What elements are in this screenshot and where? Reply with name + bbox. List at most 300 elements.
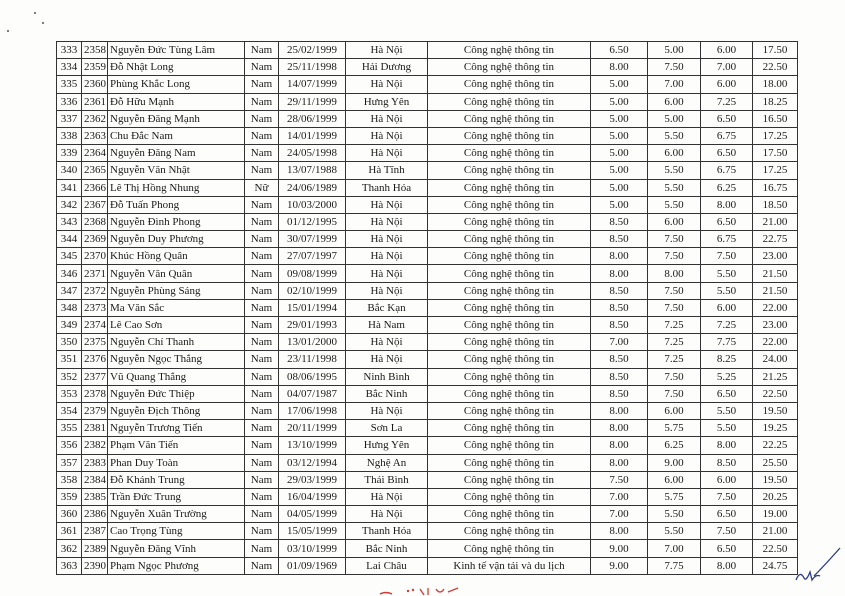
birthplace-cell: Hà Nội	[346, 127, 428, 144]
table-row	[57, 420, 798, 437]
birthplace-cell: Bắc Ninh	[346, 540, 428, 557]
total-score-cell: 21.50	[753, 282, 798, 299]
date-of-birth-cell: 13/10/1999	[279, 437, 346, 454]
major-cell: Công nghệ thông tin	[428, 265, 591, 282]
gender-cell: Nam	[245, 213, 279, 230]
score-1-cell: 5.00	[591, 127, 648, 144]
candidate-name-cell: Đỗ Nhật Long	[108, 59, 245, 76]
gender-cell: Nam	[245, 334, 279, 351]
major-cell: Công nghệ thông tin	[428, 437, 591, 454]
birthplace-cell: Bắc Kạn	[346, 299, 428, 316]
candidate-id-cell: 2384	[82, 471, 108, 488]
candidate-id-cell: 2385	[82, 488, 108, 505]
table-row	[57, 334, 798, 351]
score-2-cell: 7.25	[648, 351, 701, 368]
birthplace-cell: Hà Nam	[346, 317, 428, 334]
major-cell: Công nghệ thông tin	[428, 385, 591, 402]
score-1-cell: 5.00	[591, 162, 648, 179]
candidate-name-cell: Đỗ Khánh Trung	[108, 471, 245, 488]
score-2-cell: 7.50	[648, 385, 701, 402]
row-number-cell: 346	[57, 265, 82, 282]
score-1-cell: 7.00	[591, 488, 648, 505]
candidate-id-cell: 2383	[82, 454, 108, 471]
birthplace-cell: Hải Dương	[346, 59, 428, 76]
candidate-name-cell: Cao Trọng Tùng	[108, 523, 245, 540]
score-3-cell: 7.50	[701, 523, 753, 540]
birthplace-cell: Hưng Yên	[346, 93, 428, 110]
total-score-cell: 22.50	[753, 540, 798, 557]
row-number-cell: 362	[57, 540, 82, 557]
birthplace-cell: Sơn La	[346, 420, 428, 437]
candidate-id-cell: 2363	[82, 127, 108, 144]
major-cell: Kinh tế vận tải và du lịch	[428, 557, 591, 574]
candidate-name-cell: Nguyễn Duy Phương	[108, 231, 245, 248]
candidate-name-cell: Lê Cao Sơn	[108, 317, 245, 334]
score-2-cell: 5.50	[648, 506, 701, 523]
total-score-cell: 24.75	[753, 557, 798, 574]
gender-cell: Nam	[245, 59, 279, 76]
score-2-cell: 5.75	[648, 420, 701, 437]
birthplace-cell: Thái Bình	[346, 471, 428, 488]
total-score-cell: 25.50	[753, 454, 798, 471]
total-score-cell: 19.25	[753, 420, 798, 437]
major-cell: Công nghệ thông tin	[428, 59, 591, 76]
major-cell: Công nghệ thông tin	[428, 506, 591, 523]
candidate-id-cell: 2362	[82, 110, 108, 127]
score-3-cell: 8.00	[701, 437, 753, 454]
gender-cell: Nam	[245, 540, 279, 557]
date-of-birth-cell: 29/01/1993	[279, 317, 346, 334]
gender-cell: Nam	[245, 351, 279, 368]
birthplace-cell: Hà Nội	[346, 402, 428, 419]
birthplace-cell: Hưng Yên	[346, 437, 428, 454]
total-score-cell: 17.50	[753, 145, 798, 162]
major-cell: Công nghệ thông tin	[428, 42, 591, 59]
total-score-cell: 16.50	[753, 110, 798, 127]
row-number-cell: 351	[57, 351, 82, 368]
gender-cell: Nam	[245, 127, 279, 144]
row-number-cell: 338	[57, 127, 82, 144]
score-3-cell: 6.75	[701, 162, 753, 179]
date-of-birth-cell: 30/07/1999	[279, 231, 346, 248]
score-2-cell: 5.00	[648, 42, 701, 59]
score-2-cell: 7.50	[648, 59, 701, 76]
score-1-cell: 8.50	[591, 213, 648, 230]
date-of-birth-cell: 13/01/2000	[279, 334, 346, 351]
candidate-id-cell: 2368	[82, 213, 108, 230]
birthplace-cell: Thanh Hóa	[346, 179, 428, 196]
score-1-cell: 8.00	[591, 523, 648, 540]
date-of-birth-cell: 24/05/1998	[279, 145, 346, 162]
score-3-cell: 6.75	[701, 231, 753, 248]
score-1-cell: 7.00	[591, 506, 648, 523]
table-row	[57, 42, 798, 59]
birthplace-cell: Hà Nội	[346, 488, 428, 505]
table-row	[57, 76, 798, 93]
major-cell: Công nghệ thông tin	[428, 145, 591, 162]
major-cell: Công nghệ thông tin	[428, 110, 591, 127]
major-cell: Công nghệ thông tin	[428, 299, 591, 316]
candidate-id-cell: 2365	[82, 162, 108, 179]
score-3-cell: 7.00	[701, 59, 753, 76]
score-2-cell: 5.50	[648, 196, 701, 213]
date-of-birth-cell: 02/10/1999	[279, 282, 346, 299]
table-row	[57, 59, 798, 76]
score-3-cell: 6.50	[701, 540, 753, 557]
score-2-cell: 7.50	[648, 368, 701, 385]
row-number-cell: 333	[57, 42, 82, 59]
total-score-cell: 19.50	[753, 402, 798, 419]
candidate-id-cell: 2374	[82, 317, 108, 334]
birthplace-cell: Hà Nội	[346, 213, 428, 230]
score-2-cell: 6.00	[648, 145, 701, 162]
major-cell: Công nghệ thông tin	[428, 540, 591, 557]
major-cell: Công nghệ thông tin	[428, 213, 591, 230]
date-of-birth-cell: 25/11/1998	[279, 59, 346, 76]
total-score-cell: 18.00	[753, 76, 798, 93]
birthplace-cell: Hà Nội	[346, 351, 428, 368]
table-row	[57, 93, 798, 110]
major-cell: Công nghệ thông tin	[428, 196, 591, 213]
date-of-birth-cell: 10/03/2000	[279, 196, 346, 213]
birthplace-cell: Bắc Ninh	[346, 385, 428, 402]
score-1-cell: 8.00	[591, 454, 648, 471]
date-of-birth-cell: 14/07/1999	[279, 76, 346, 93]
table-row	[57, 317, 798, 334]
candidate-name-cell: Nguyễn Địch Thông	[108, 402, 245, 419]
total-score-cell: 17.25	[753, 127, 798, 144]
date-of-birth-cell: 23/11/1998	[279, 351, 346, 368]
signature-mark	[792, 546, 842, 586]
row-number-cell: 350	[57, 334, 82, 351]
candidate-name-cell: Phạm Ngọc Phương	[108, 557, 245, 574]
row-number-cell: 353	[57, 385, 82, 402]
candidate-name-cell: Nguyễn Phùng Sáng	[108, 282, 245, 299]
candidate-id-cell: 2366	[82, 179, 108, 196]
row-number-cell: 341	[57, 179, 82, 196]
candidate-id-cell: 2381	[82, 420, 108, 437]
score-1-cell: 5.00	[591, 196, 648, 213]
major-cell: Công nghệ thông tin	[428, 282, 591, 299]
row-number-cell: 363	[57, 557, 82, 574]
score-3-cell: 5.50	[701, 420, 753, 437]
birthplace-cell: Hà Nội	[346, 265, 428, 282]
score-1-cell: 8.00	[591, 437, 648, 454]
score-2-cell: 5.75	[648, 488, 701, 505]
candidate-id-cell: 2376	[82, 351, 108, 368]
table-row	[57, 265, 798, 282]
score-2-cell: 5.50	[648, 179, 701, 196]
row-number-cell: 337	[57, 110, 82, 127]
date-of-birth-cell: 20/11/1999	[279, 420, 346, 437]
row-number-cell: 356	[57, 437, 82, 454]
score-3-cell: 6.25	[701, 179, 753, 196]
score-2-cell: 7.25	[648, 334, 701, 351]
score-3-cell: 6.50	[701, 213, 753, 230]
table-row	[57, 557, 798, 574]
scan-specks	[4, 8, 44, 38]
table-row	[57, 213, 798, 230]
score-3-cell: 7.25	[701, 93, 753, 110]
score-3-cell: 5.50	[701, 265, 753, 282]
score-1-cell: 8.00	[591, 420, 648, 437]
score-1-cell: 8.00	[591, 265, 648, 282]
score-1-cell: 8.50	[591, 231, 648, 248]
row-number-cell: 349	[57, 317, 82, 334]
birthplace-cell: Thanh Hóa	[346, 523, 428, 540]
birthplace-cell: Hà Nội	[346, 334, 428, 351]
birthplace-cell: Hà Nội	[346, 42, 428, 59]
score-3-cell: 7.25	[701, 317, 753, 334]
score-2-cell: 7.50	[648, 248, 701, 265]
score-2-cell: 5.00	[648, 110, 701, 127]
score-3-cell: 6.50	[701, 385, 753, 402]
score-1-cell: 5.00	[591, 76, 648, 93]
score-2-cell: 6.00	[648, 93, 701, 110]
candidate-name-cell: Lê Thị Hồng Nhung	[108, 179, 245, 196]
candidate-name-cell: Khúc Hồng Quân	[108, 248, 245, 265]
score-1-cell: 8.50	[591, 317, 648, 334]
score-1-cell: 8.50	[591, 368, 648, 385]
row-number-cell: 339	[57, 145, 82, 162]
score-3-cell: 8.25	[701, 351, 753, 368]
date-of-birth-cell: 16/04/1999	[279, 488, 346, 505]
score-2-cell: 5.50	[648, 162, 701, 179]
row-number-cell: 340	[57, 162, 82, 179]
birthplace-cell: Lai Châu	[346, 557, 428, 574]
total-score-cell: 19.50	[753, 471, 798, 488]
gender-cell: Nam	[245, 420, 279, 437]
birthplace-cell: Hà Nội	[346, 110, 428, 127]
gender-cell: Nam	[245, 437, 279, 454]
row-number-cell: 360	[57, 506, 82, 523]
gender-cell: Nam	[245, 265, 279, 282]
birthplace-cell: Hà Nội	[346, 196, 428, 213]
total-score-cell: 21.00	[753, 523, 798, 540]
date-of-birth-cell: 15/05/1999	[279, 523, 346, 540]
row-number-cell: 347	[57, 282, 82, 299]
row-number-cell: 358	[57, 471, 82, 488]
total-score-cell: 23.00	[753, 317, 798, 334]
birthplace-cell: Hà Nội	[346, 76, 428, 93]
score-3-cell: 8.00	[701, 557, 753, 574]
table-row	[57, 437, 798, 454]
candidate-id-cell: 2358	[82, 42, 108, 59]
candidate-id-cell: 2372	[82, 282, 108, 299]
score-3-cell: 5.25	[701, 368, 753, 385]
score-1-cell: 5.00	[591, 145, 648, 162]
candidate-id-cell: 2373	[82, 299, 108, 316]
major-cell: Công nghệ thông tin	[428, 248, 591, 265]
table-row	[57, 506, 798, 523]
total-score-cell: 17.50	[753, 42, 798, 59]
candidate-id-cell: 2377	[82, 368, 108, 385]
major-cell: Công nghệ thông tin	[428, 317, 591, 334]
candidate-id-cell: 2361	[82, 93, 108, 110]
total-score-cell: 22.25	[753, 437, 798, 454]
gender-cell: Nam	[245, 282, 279, 299]
row-number-cell: 361	[57, 523, 82, 540]
date-of-birth-cell: 25/02/1999	[279, 42, 346, 59]
candidate-id-cell: 2389	[82, 540, 108, 557]
table-row	[57, 179, 798, 196]
table-row	[57, 488, 798, 505]
score-1-cell: 8.50	[591, 299, 648, 316]
major-cell: Công nghệ thông tin	[428, 351, 591, 368]
row-number-cell: 334	[57, 59, 82, 76]
gender-cell: Nam	[245, 76, 279, 93]
gender-cell: Nam	[245, 42, 279, 59]
score-2-cell: 7.00	[648, 540, 701, 557]
major-cell: Công nghệ thông tin	[428, 402, 591, 419]
table-row	[57, 385, 798, 402]
score-1-cell: 7.50	[591, 471, 648, 488]
table-row	[57, 196, 798, 213]
candidate-id-cell: 2364	[82, 145, 108, 162]
score-1-cell: 5.00	[591, 93, 648, 110]
row-number-cell: 355	[57, 420, 82, 437]
row-number-cell: 348	[57, 299, 82, 316]
candidate-name-cell: Đỗ Tuấn Phong	[108, 196, 245, 213]
major-cell: Công nghệ thông tin	[428, 471, 591, 488]
table-row	[57, 523, 798, 540]
table-row	[57, 162, 798, 179]
candidate-id-cell: 2375	[82, 334, 108, 351]
gender-cell: Nam	[245, 506, 279, 523]
major-cell: Công nghệ thông tin	[428, 231, 591, 248]
birthplace-cell: Hà Tĩnh	[346, 162, 428, 179]
candidate-name-cell: Nguyễn Trương Tiến	[108, 420, 245, 437]
score-1-cell: 8.50	[591, 351, 648, 368]
row-number-cell: 335	[57, 76, 82, 93]
table-row	[57, 402, 798, 419]
row-number-cell: 352	[57, 368, 82, 385]
table-row	[57, 351, 798, 368]
score-2-cell: 5.50	[648, 127, 701, 144]
table-row	[57, 299, 798, 316]
total-score-cell: 22.50	[753, 59, 798, 76]
total-score-cell: 19.00	[753, 506, 798, 523]
total-score-cell: 21.50	[753, 265, 798, 282]
total-score-cell: 16.75	[753, 179, 798, 196]
table-row	[57, 368, 798, 385]
score-1-cell: 6.50	[591, 42, 648, 59]
candidate-name-cell: Vũ Quang Thắng	[108, 368, 245, 385]
table-row	[57, 127, 798, 144]
score-2-cell: 7.50	[648, 299, 701, 316]
total-score-cell: 21.25	[753, 368, 798, 385]
candidate-id-cell: 2370	[82, 248, 108, 265]
date-of-birth-cell: 01/12/1995	[279, 213, 346, 230]
total-score-cell: 18.50	[753, 196, 798, 213]
total-score-cell: 22.00	[753, 334, 798, 351]
birthplace-cell: Nghệ An	[346, 454, 428, 471]
candidate-id-cell: 2369	[82, 231, 108, 248]
date-of-birth-cell: 29/03/1999	[279, 471, 346, 488]
results-table	[56, 41, 798, 575]
total-score-cell: 23.00	[753, 248, 798, 265]
score-1-cell: 8.50	[591, 282, 648, 299]
table-row	[57, 145, 798, 162]
total-score-cell: 22.50	[753, 385, 798, 402]
birthplace-cell: Hà Nội	[346, 282, 428, 299]
score-2-cell: 6.00	[648, 402, 701, 419]
row-number-cell: 345	[57, 248, 82, 265]
score-2-cell: 6.25	[648, 437, 701, 454]
major-cell: Công nghệ thông tin	[428, 454, 591, 471]
score-3-cell: 7.50	[701, 248, 753, 265]
score-3-cell: 5.50	[701, 402, 753, 419]
score-1-cell: 8.50	[591, 385, 648, 402]
date-of-birth-cell: 09/08/1999	[279, 265, 346, 282]
gender-cell: Nữ	[245, 179, 279, 196]
row-number-cell: 344	[57, 231, 82, 248]
total-score-cell: 22.00	[753, 299, 798, 316]
row-number-cell: 357	[57, 454, 82, 471]
major-cell: Công nghệ thông tin	[428, 523, 591, 540]
score-3-cell: 6.00	[701, 42, 753, 59]
table-row	[57, 454, 798, 471]
gender-cell: Nam	[245, 248, 279, 265]
score-2-cell: 7.75	[648, 557, 701, 574]
candidate-id-cell: 2371	[82, 265, 108, 282]
score-2-cell: 7.00	[648, 76, 701, 93]
candidate-name-cell: Nguyễn Đăng Mạnh	[108, 110, 245, 127]
total-score-cell: 17.25	[753, 162, 798, 179]
date-of-birth-cell: 03/10/1999	[279, 540, 346, 557]
results-table-body	[57, 42, 798, 575]
candidate-name-cell: Nguyễn Chí Thanh	[108, 334, 245, 351]
candidate-name-cell: Đỗ Hữu Mạnh	[108, 93, 245, 110]
date-of-birth-cell: 04/05/1999	[279, 506, 346, 523]
score-3-cell: 6.00	[701, 76, 753, 93]
candidate-id-cell: 2360	[82, 76, 108, 93]
candidate-name-cell: Nguyễn Đăng Nam	[108, 145, 245, 162]
gender-cell: Nam	[245, 145, 279, 162]
date-of-birth-cell: 03/12/1994	[279, 454, 346, 471]
score-2-cell: 8.00	[648, 265, 701, 282]
score-3-cell: 7.75	[701, 334, 753, 351]
date-of-birth-cell: 29/11/1999	[279, 93, 346, 110]
gender-cell: Nam	[245, 488, 279, 505]
table-row	[57, 282, 798, 299]
table-row	[57, 248, 798, 265]
score-2-cell: 9.00	[648, 454, 701, 471]
row-number-cell: 359	[57, 488, 82, 505]
row-number-cell: 354	[57, 402, 82, 419]
candidate-name-cell: Chu Đắc Nam	[108, 127, 245, 144]
major-cell: Công nghệ thông tin	[428, 127, 591, 144]
candidate-name-cell: Nguyễn Đức Thiệp	[108, 385, 245, 402]
total-score-cell: 22.75	[753, 231, 798, 248]
table-row	[57, 471, 798, 488]
gender-cell: Nam	[245, 162, 279, 179]
score-2-cell: 6.00	[648, 213, 701, 230]
candidate-name-cell: Nguyễn Đình Phong	[108, 213, 245, 230]
gender-cell: Nam	[245, 231, 279, 248]
gender-cell: Nam	[245, 93, 279, 110]
birthplace-cell: Hà Nội	[346, 248, 428, 265]
red-stamp-fragment	[378, 584, 468, 596]
gender-cell: Nam	[245, 454, 279, 471]
candidate-name-cell: Nguyễn Đăng Vĩnh	[108, 540, 245, 557]
score-3-cell: 5.50	[701, 282, 753, 299]
gender-cell: Nam	[245, 196, 279, 213]
score-3-cell: 6.50	[701, 506, 753, 523]
candidate-id-cell: 2379	[82, 402, 108, 419]
total-score-cell: 20.25	[753, 488, 798, 505]
date-of-birth-cell: 14/01/1999	[279, 127, 346, 144]
